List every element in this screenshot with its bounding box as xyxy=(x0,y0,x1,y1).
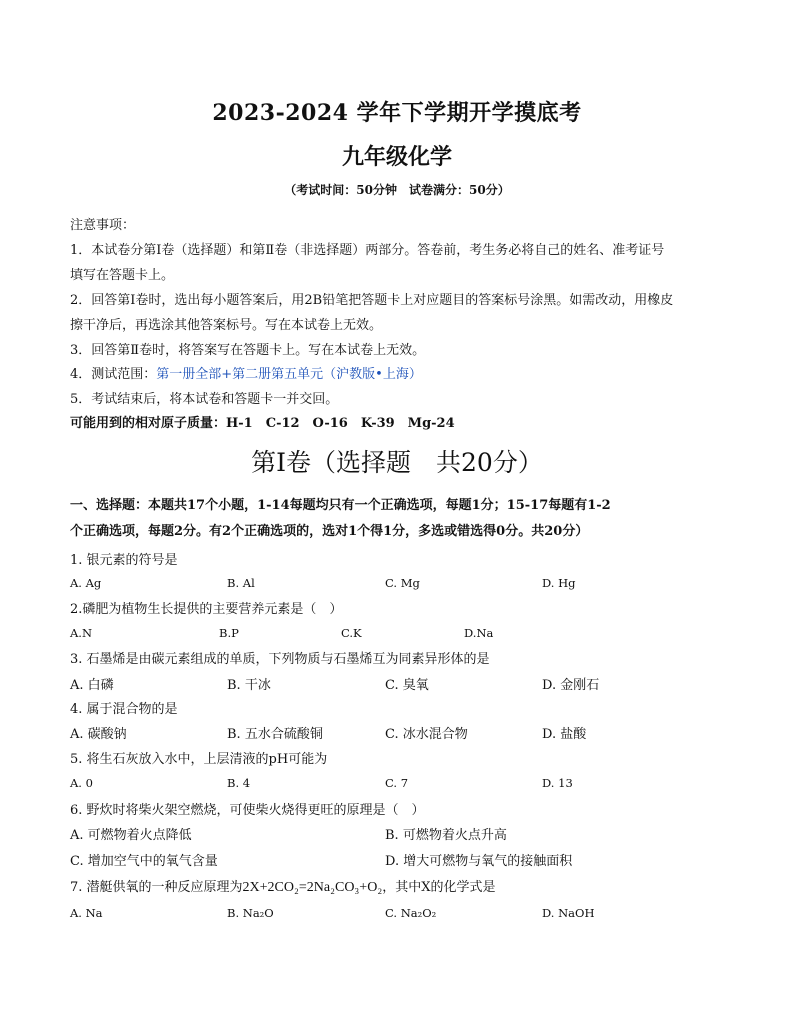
notice-item: 擦干净后，再选涂其他答案标号。写在本试卷上无效。 xyxy=(70,318,383,333)
option-d: D. 金刚石 xyxy=(542,678,600,693)
option-b: B.P xyxy=(219,626,239,640)
exam-title: 2023-2024 学年下学期开学摸底考 xyxy=(212,100,582,126)
stem-prefix: 7. 潜艇供氧的一种反应原理为 xyxy=(70,880,243,895)
question-stem: 6. 野炊时将柴火架空燃烧，可使柴火烧得更旺的原理是（ ） xyxy=(70,803,425,818)
notice-item: 3．回答第Ⅱ卷时，将答案写在答题卡上。写在本试卷上无效。 xyxy=(70,343,426,358)
question-stem xyxy=(70,876,495,896)
option-c: C. 增加空气中的氧气含量 xyxy=(70,854,218,869)
option-c: C. 7 xyxy=(385,776,409,790)
option-a: A. 0 xyxy=(70,776,93,790)
option-b: B. 4 xyxy=(227,776,251,790)
exam-info: （考试时间：50分钟 试卷满分：50分） xyxy=(284,183,510,197)
option-b: B. 可燃物着火点升高 xyxy=(385,828,507,843)
notice-item: 2．回答第Ⅰ卷时，选出每小题答案后，用2B铅笔把答题卡上对应题目的答案标号涂黑。如需改动，用橡皮 xyxy=(70,293,674,308)
option-d: D. NaOH xyxy=(542,906,595,920)
option-b: B. Na₂O xyxy=(227,906,274,920)
option-d: D. 盐酸 xyxy=(542,727,587,742)
option-b: B. 五水合硫酸铜 xyxy=(227,727,323,742)
section-instruction: 个正确选项，每题2分。有2个正确选项的，选对1个得1分，多选或错选得0分。共20分） xyxy=(70,524,589,539)
stem-suffix: ，其中X的化学式是 xyxy=(382,880,496,895)
notice-item: 5．考试结束后，将本试卷和答题卡一并交回。 xyxy=(70,392,339,407)
exam-subject: 九年级化学 xyxy=(341,144,452,170)
notice-item: 1．本试卷分第Ⅰ卷（选择题）和第Ⅱ卷（非选择题）两部分。答卷前，考生务必将自己的姓名、准考证号 xyxy=(70,243,665,258)
option-a: A. 碳酸钠 xyxy=(70,727,127,742)
question-stem: 2.磷肥为植物生长提供的主要营养元素是（ ） xyxy=(70,602,343,617)
option-d: D. Hg xyxy=(542,576,576,590)
option-a: A.N xyxy=(70,626,93,640)
scope-label: 4．测试范围： xyxy=(70,367,157,382)
section-instruction: 一、选择题：本题共17个小题，1-14每题均只有一个正确选项，每题1分；15-17每题有1-2 xyxy=(70,498,611,513)
option-d: D. 增大可燃物与氧气的接触面积 xyxy=(385,854,573,869)
atomic-mass-line: 可能用到的相对原子质量：H-1 C-12 O-16 K-39 Mg-24 xyxy=(70,416,455,431)
question-stem: 1. 银元素的符号是 xyxy=(70,553,178,568)
option-a: A. Ag xyxy=(70,576,102,590)
notice-item-scope xyxy=(70,363,422,382)
option-d: D.Na xyxy=(464,626,494,640)
question-stem: 5. 将生石灰放入水中，上层清液的pH可能为 xyxy=(70,752,328,767)
option-b: B. Al xyxy=(227,576,255,590)
chemical-equation: 2X+2CO₂=2Na₂CO₃+O₂ xyxy=(242,880,383,895)
option-c: C. Mg xyxy=(385,576,420,590)
option-d: D. 13 xyxy=(542,776,573,790)
question-stem: 4. 属于混合物的是 xyxy=(70,702,178,717)
scope-value: 第一册全部+第二册第五单元（沪教版•上海） xyxy=(156,367,422,382)
question-stem: 3. 石墨烯是由碳元素组成的单质，下列物质与石墨烯互为同素异形体的是 xyxy=(70,652,490,667)
notice-heading: 注意事项： xyxy=(70,218,136,233)
option-a: A. 白磷 xyxy=(70,678,114,693)
option-c: C. 臭氧 xyxy=(385,678,429,693)
option-c: C.K xyxy=(341,626,362,640)
option-c: C. 冰水混合物 xyxy=(385,727,468,742)
option-a: A. Na xyxy=(70,906,103,920)
notice-item: 填写在答题卡上。 xyxy=(70,268,175,283)
section-heading: 第Ⅰ卷（选择题 共20分） xyxy=(251,448,543,477)
option-a: A. 可燃物着火点降低 xyxy=(70,828,192,843)
option-b: B. 干冰 xyxy=(227,678,271,693)
option-c: C. Na₂O₂ xyxy=(385,906,437,920)
